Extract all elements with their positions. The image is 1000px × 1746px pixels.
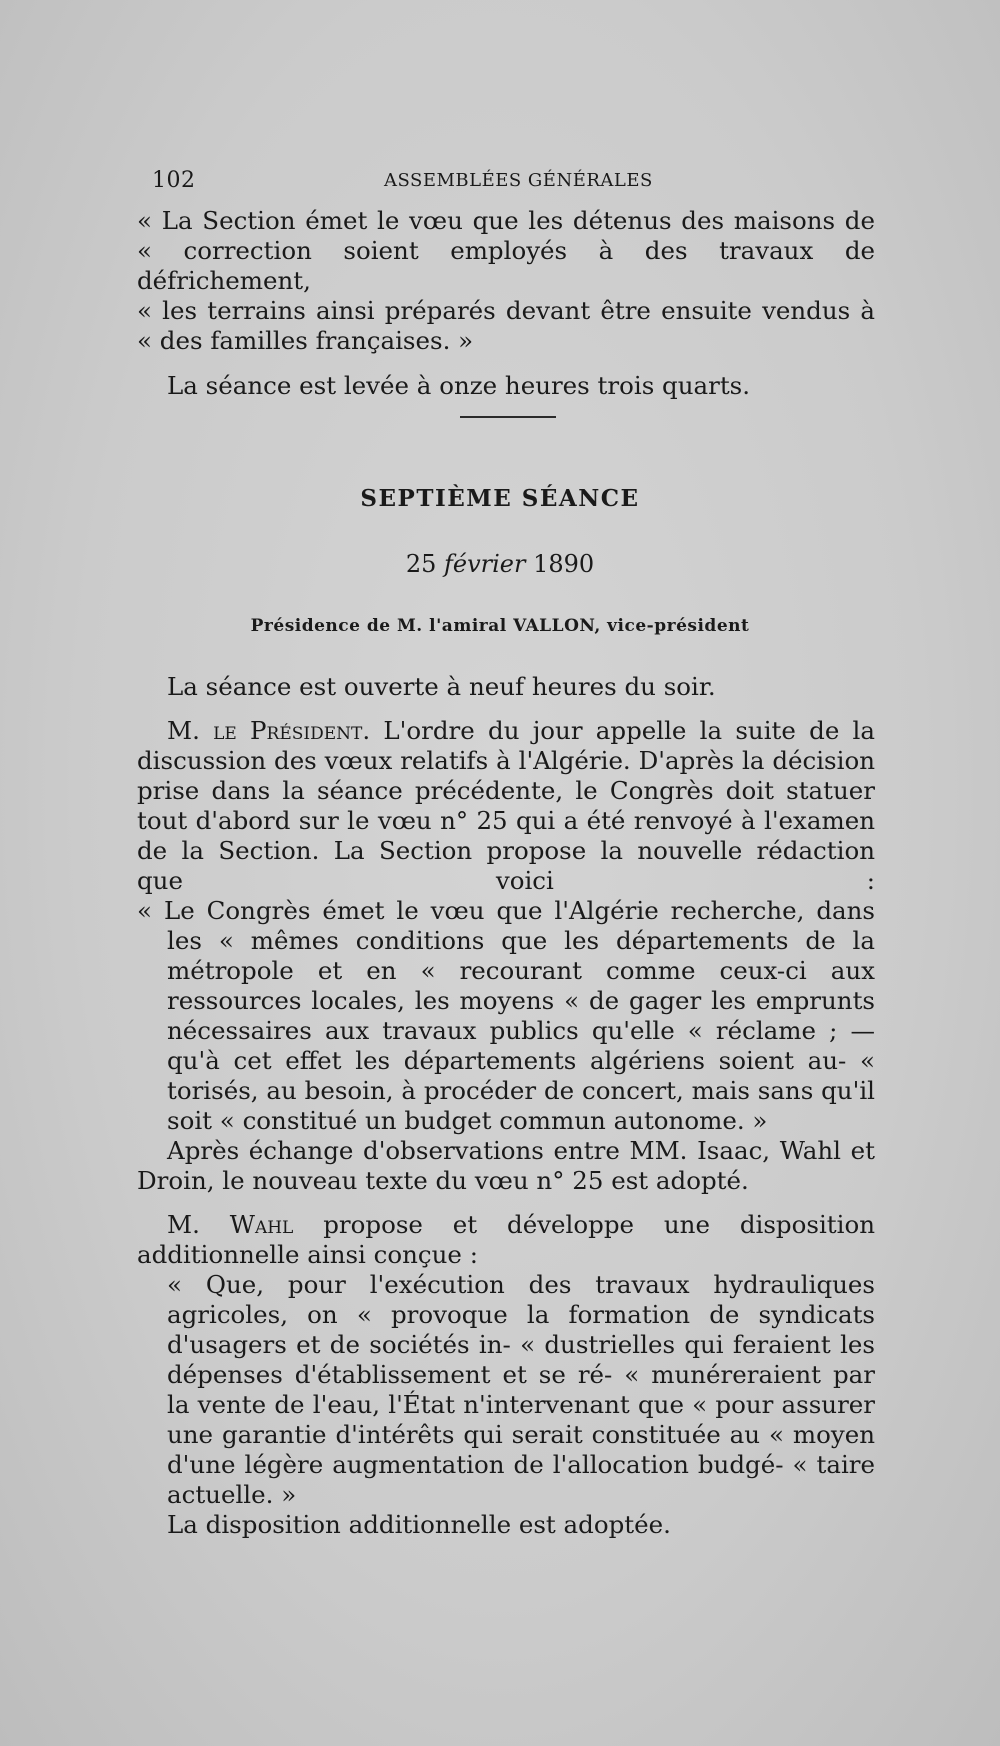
closing-sentence: La séance est levée à onze heures trois quarts. <box>167 371 751 400</box>
president-paragraph <box>137 716 875 896</box>
date-month: février <box>444 550 526 578</box>
page-number: 102 <box>152 168 196 193</box>
block-session-text <box>137 672 875 1540</box>
quote-wahl: « Que, pour l'exécution des travaux hydrauliques agricoles, on « provoque la formation de syndicats d'usagers et de sociétés in- « dustrielles qui feraient les dépenses d'établissement et se ré- « munéreraient par la vente de l'eau, l'État n'intervenant que « pour assurer une garantie d'intérêts qui serait constituée au « moyen d'une légère augmentation de l'allocation budgé- « taire actuelle. » <box>167 1270 875 1509</box>
opening-sentence: La séance est ouverte à neuf heures du soir. <box>167 672 716 701</box>
wahl-paragraph <box>137 1210 875 1270</box>
vow-line-3: « les terrains ainsi préparés devant être ensuite vendus à <box>137 296 875 325</box>
final-sentence: La disposition additionnelle est adoptée. <box>167 1510 671 1539</box>
vow-line-2: « correction soient employés à des travaux de défrichement, <box>137 236 875 295</box>
section-date <box>0 550 1000 578</box>
section-divider <box>460 416 556 418</box>
adoption-paragraph: Après échange d'observations entre MM. Isaac, Wahl et Droin, le nouveau texte du vœu n° 25 est adopté. <box>137 1136 875 1195</box>
vow-line-4: « des familles françaises. » <box>137 326 474 355</box>
president-text: L'ordre du jour appelle la suite de la discussion des vœux relatifs à l'Algérie. D'après la décision prise dans la séance précédente, le Congrès doit statuer tout d'abord sur le vœu n° 25 qui a été renvoyé à l'examen de la Section. La Section propose la nouvelle rédaction que voici : <box>137 716 875 895</box>
presidence-line: Présidence de M. l'amiral VALLON, vice-président <box>250 616 750 636</box>
block-section-vow <box>137 206 875 401</box>
date-day: 25 <box>405 550 437 578</box>
speaker-wahl: M. Wahl <box>167 1210 294 1239</box>
speaker-president: M. le Président. <box>167 716 371 745</box>
section-title: SEPTIÈME SÉANCE <box>360 485 640 512</box>
running-title: ASSEMBLÉES GÉNÉRALES <box>384 170 653 191</box>
wahl-text: propose et développe une disposition additionnelle ainsi conçue : <box>137 1210 875 1269</box>
date-year: 1890 <box>533 550 595 578</box>
vow-line-1: « La Section émet le vœu que les détenus des maisons de <box>137 206 875 235</box>
quote-congres: « Le Congrès émet le vœu que l'Algérie recherche, dans les « mêmes conditions que les départements de la métropole et en « recourant comme ceux-ci aux ressources locales, les moyens « de gager les emprunts nécessaires aux travaux publics qu'elle « réclame ; — qu'à cet effet les départements algériens soient au- « torisés, au besoin, à procéder de concert, mais sans qu'il soit « constitué un budget commun autonome. » <box>137 896 875 1135</box>
